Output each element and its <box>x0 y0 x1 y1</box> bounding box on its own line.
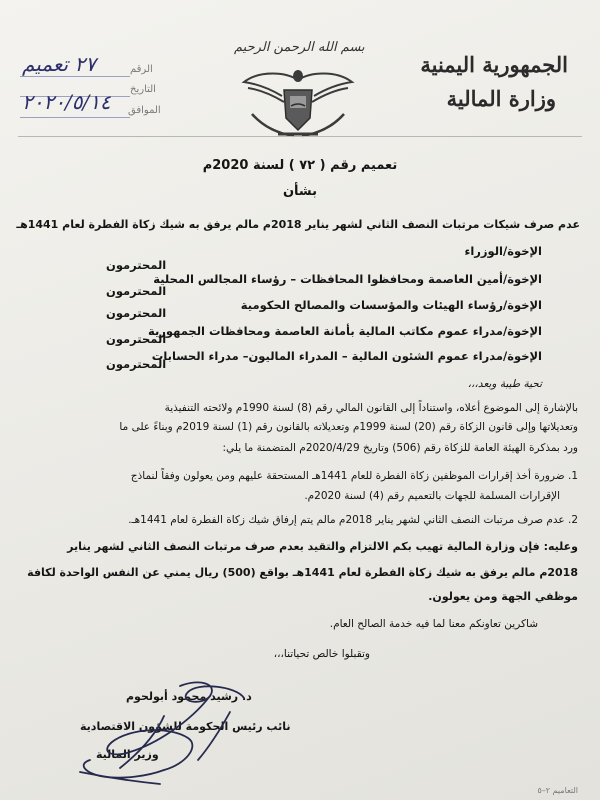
circular-title: تعميم رقم ( ٧٢ ) لسنة 2020م <box>202 158 398 173</box>
body-p1-line1: بالإشارة إلى الموضوع أعلاه، واستناداً إلى القانون المالي رقم (8) لسنة 1990م ولائحته التنفيذية <box>164 402 578 414</box>
hijri-label: الموافق <box>128 105 161 116</box>
recipient-4-honorific: المحترمون <box>106 332 167 346</box>
handwritten-signature <box>60 672 270 790</box>
body-p2-line2: 2018م مالم يرفق به شيك زكاة الفطرة لعام 1441هـ بواقع (500) ريال يمني عن النفس الواحدة لكافة <box>27 566 578 579</box>
recipient-5-honorific: المحترمون <box>106 357 167 371</box>
ref-line <box>20 76 130 77</box>
header-divider <box>18 136 582 137</box>
eagle-emblem-icon <box>238 62 358 140</box>
subject-line: عدم صرف شيكات مرتبات النصف الثاني لشهر يناير 2018م مالم يرفق به شيك زكاة الفطرة لعام 1441هـ <box>16 218 580 231</box>
recipient-3-name: الإخوة/رؤساء الهيئات والمؤسسات والمصالح الحكومية <box>240 298 542 312</box>
footer-code: التعاميم ٢–٥ <box>537 786 578 795</box>
ref-value: ٢٧ تعميم <box>22 52 96 76</box>
item-1-line2: الإقرارات المسلمة للجهات بالتعميم رقم (4) لسنة 2020م. <box>304 490 560 502</box>
date-label: التاريخ <box>130 84 156 95</box>
subject-label: بشأن <box>282 184 318 199</box>
basmala: بسم الله الرحمن الرحيم <box>234 40 365 55</box>
closing-line: وتقبلوا خالص تحياتنا،،، <box>273 648 370 660</box>
letterhead-ministry: وزارة المالية <box>446 86 556 111</box>
signatory-title-2: وزير المالية <box>96 748 159 761</box>
hijri-value: ٢٠٢٠/٥/١٤ <box>22 90 111 114</box>
recipient-2-name: الإخوة/أمين العاصمة ومحافظوا المحافظات – رؤساء المجالس المحلية <box>153 272 542 286</box>
body-p1-line3: ورد بمذكرة الهيئة العامة للزكاة رقم (506) وتاريخ 2020/4/29م المتضمنة ما يلي: <box>222 442 578 454</box>
ref-label: الرقم <box>130 64 153 75</box>
thanks-line: شاكرين تعاونكم معنا لما فيه خدمة الصالح العام. <box>329 618 538 630</box>
recipient-5-name: الإخوة/مدراء عموم الشئون المالية – المدراء الماليون– مدراء الحسابات <box>151 349 542 363</box>
recipient-2-honorific: المحترمون <box>106 284 167 298</box>
signatory-name: د. رشيد محمود أبولحوم <box>126 690 252 703</box>
greeting: تحية طيبة وبعد،،، <box>467 378 542 390</box>
body-p1-line2: وتعديلاتها وإلى قانون الزكاة رقم (20) لسنة 1999م وتعديلاته بالقانون رقم (1) لسنة 2019م وبناءً على ما <box>119 421 578 433</box>
recipient-1-honorific: المحترمون <box>106 258 167 272</box>
hijri-line <box>20 117 130 118</box>
body-p2-line3: موظفي الجهة ومن يعولون. <box>428 590 578 603</box>
recipient-4-name: الإخوة/مدراء عموم مكاتب المالية بأمانة العاصمة ومحافظات الجمهورية <box>147 324 542 338</box>
recipient-1-name: الإخوة/الوزراء <box>464 244 542 258</box>
item-1-line1: 1. ضرورة أخذ إقرارات الموظفين زكاة الفطرة للعام 1441هـ المستحقة عليهم ومن يعولون وفقاً لنماذج <box>130 470 578 482</box>
recipient-3-honorific: المحترمون <box>106 306 167 320</box>
letterhead-republic: الجمهورية اليمنية <box>420 52 568 77</box>
item-2: 2. عدم صرف مرتبات النصف الثاني لشهر يناير 2018م مالم يتم إرفاق شيك زكاة الفطرة لعام 1441هـ. <box>128 514 578 526</box>
signatory-title-1: نائب رئيس الحكومة للشؤون الاقتصادية <box>80 720 291 733</box>
body-p2-line1: وعليه: فإن وزارة المالية تهيب بكم الالتزام والتقيد بعدم صرف مرتبات النصف الثاني لشهر يناير <box>67 540 578 553</box>
